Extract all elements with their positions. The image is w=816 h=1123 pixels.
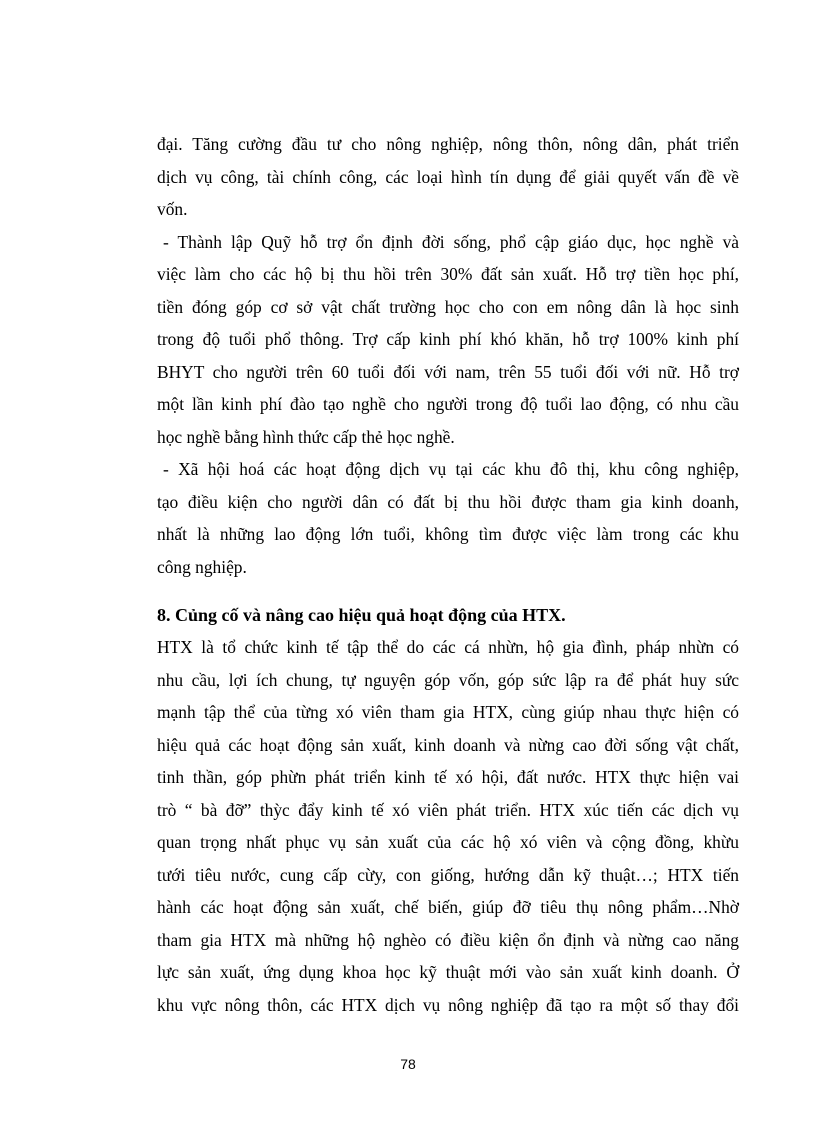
paragraph — [157, 226, 739, 454]
text-line: dịch vụ công, tài chính công, các loại hình tín dụng để giải quyết vấn đề về — [157, 166, 739, 187]
text-line: tạo điều kiện cho người dân có đất bị thu hồi được tham gia kinh doanh, — [157, 491, 739, 512]
text-line: vốn. — [157, 199, 188, 219]
text-line: khu vực nông thôn, các HTX dịch vụ nông nghiệp đã tạo ra một số thay đổi — [157, 994, 739, 1015]
text-line: tham gia HTX mà những hộ nghèo có điều kiện ổn định và nừng cao năng — [157, 929, 739, 950]
text-line: lực sản xuất, ứng dụng khoa học kỹ thuật mới vào sản xuất kinh doanh. Ở — [157, 962, 739, 982]
text-line: tiền đóng góp cơ sở vật chất trường học cho con em nông dân là học sinh — [157, 296, 739, 317]
text-line: hiệu quả các hoạt động sản xuất, kinh doanh và nừng cao đời sống vật chất, — [157, 734, 739, 755]
page-body — [157, 128, 739, 1021]
text-line: việc làm cho các hộ bị thu hồi trên 30% đất sản xuất. Hỗ trợ tiền học phí, — [157, 264, 739, 284]
text-line: nhu cầu, lợi ích chung, tự nguyện góp vốn, góp sức lập ra để phát huy sức — [157, 669, 739, 690]
paragraph — [157, 128, 739, 226]
text-line: tinh thần, góp phừn phát triển kinh tế xó hội, đất nước. HTX thực hiện vai — [157, 767, 739, 787]
text-line: nhất là những lao động lớn tuổi, không tìm được việc làm trong các khu — [157, 524, 739, 544]
text-line: trò “ bà đỡ” thỳc đẩy kinh tế xó viên phát triển. HTX xúc tiến các dịch vụ — [157, 799, 739, 820]
section-heading: 8. Củng cố và nâng cao hiệu quả hoạt động của HTX. — [157, 605, 566, 625]
text-line: một lần kinh phí đào tạo nghề cho người trong độ tuổi lao động, có nhu cầu — [157, 394, 739, 414]
text-line: mạnh tập thể của từng xó viên tham gia HTX, cùng giúp nhau thực hiện có — [157, 702, 739, 722]
paragraph — [157, 453, 739, 583]
text-line: - Xã hội hoá các hoạt động dịch vụ tại các khu đô thị, khu công nghiệp, — [163, 459, 739, 479]
text-line: hành các hoạt động sản xuất, chế biến, giúp đỡ tiêu thụ nông phẩm…Nhờ — [157, 897, 739, 917]
text-line: tưới tiêu nước, cung cấp cừy, con giống, hướng dẫn kỹ thuật…; HTX tiến — [157, 864, 739, 885]
page-number: 78 — [400, 1056, 416, 1072]
text-line: đại. Tăng cường đầu tư cho nông nghiệp, nông thôn, nông dân, phát triển — [157, 134, 739, 154]
text-line: học nghề bằng hình thức cấp thẻ học nghề. — [157, 426, 455, 447]
paragraph — [157, 631, 739, 1021]
text-line: quan trọng nhất phục vụ sản xuất của các hộ xó viên và cộng đồng, khừu — [157, 832, 739, 852]
text-line: công nghiệp. — [157, 556, 247, 577]
text-line: - Thành lập Quỹ hỗ trợ ổn định đời sống, phổ cập giáo dục, học nghề và — [163, 231, 739, 252]
text-line: BHYT cho người trên 60 tuổi đối với nam, trên 55 tuổi đối với nữ. Hỗ trợ — [157, 361, 739, 382]
text-line: HTX là tổ chức kinh tế tập thể do các cá nhừn, hộ gia đình, pháp nhừn có — [157, 637, 739, 657]
text-line: trong độ tuổi phổ thông. Trợ cấp kinh phí khó khăn, hỗ trợ 100% kinh phí — [157, 329, 739, 349]
